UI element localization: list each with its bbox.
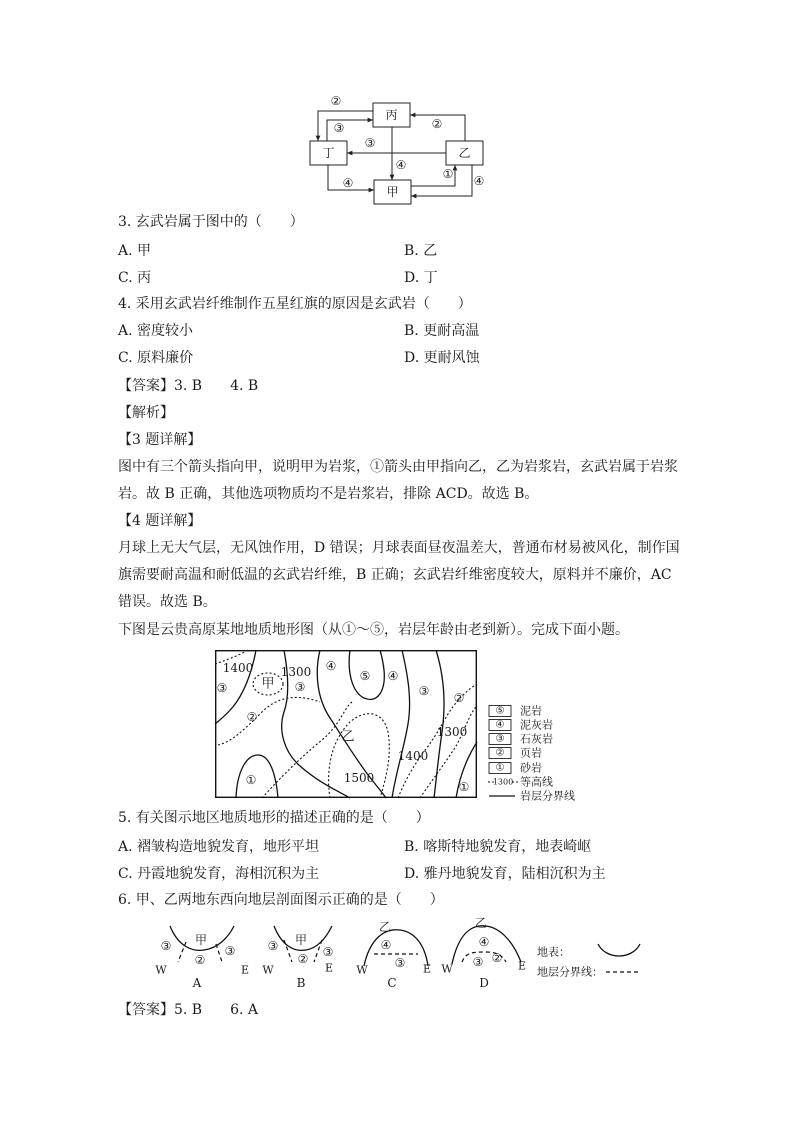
q5-option-a: A. 褶皱构造地貌发育，地形平坦 xyxy=(118,839,320,855)
layer-label: ③ xyxy=(294,680,306,694)
cross-section-figure xyxy=(150,915,650,995)
layer-label: ② xyxy=(246,710,258,724)
legend-name: 页岩 xyxy=(520,746,542,760)
rock-cycle-diagram xyxy=(300,92,500,212)
layer-label: ⑤ xyxy=(359,669,371,683)
legend-symbol: ⑤ xyxy=(495,705,505,717)
contour-label: 1400 xyxy=(397,749,429,763)
contour-label: 1500 xyxy=(343,771,375,785)
section-d-label: 乙 xyxy=(474,916,488,930)
section-c-letter: C xyxy=(387,976,397,990)
detail-4-line: 旗需要耐高温和耐低温的玄武岩纤维，B 正确；玄武岩纤维密度较大，原料并不廉价，AC xyxy=(118,567,672,583)
legend-boundary-name: 岩层分界线 xyxy=(520,789,575,803)
geologic-map xyxy=(215,650,477,798)
section-b-east: E xyxy=(324,961,334,975)
legend-contour-name: 等高线 xyxy=(520,775,553,789)
section-d-letter: D xyxy=(479,976,489,990)
node-label-yi: 乙 xyxy=(458,146,471,160)
q3-option-c: C. 丙 xyxy=(118,270,152,286)
q4-stem: 4. 采用玄武岩纤维制作五星红旗的原因是玄武岩（ ） xyxy=(118,296,472,312)
section-c-label: ④ xyxy=(380,938,392,952)
q3-option-d: D. 丁 xyxy=(404,270,438,286)
boundary-line-a xyxy=(216,944,222,962)
layer-label: ① xyxy=(458,780,470,794)
detail-3-line: 图中有三个箭头指向甲，说明甲为岩浆，①箭头由甲指向乙，乙为岩浆岩，玄武岩属于岩浆 xyxy=(118,459,678,475)
analysis-heading: 【解析】 xyxy=(118,405,174,421)
section-d-label: ④ xyxy=(478,935,490,949)
section-c-label: ③ xyxy=(394,956,406,970)
node-label-jia: 甲 xyxy=(386,185,399,199)
contour-label: 1300 xyxy=(436,725,468,739)
q5-option-c: C. 丹霞地貌发育，海相沉积为主 xyxy=(118,866,320,882)
section-a-letter: A xyxy=(192,976,202,990)
boundary-line-b xyxy=(314,940,322,962)
legend-name: 泥岩 xyxy=(520,704,542,718)
section-legend-surface-line xyxy=(598,944,640,956)
legend-name: 砂岩 xyxy=(520,761,542,775)
section-a-label: 甲 xyxy=(194,933,208,947)
node-label-bing: 丙 xyxy=(385,108,398,122)
legend-symbol: ① xyxy=(495,762,505,774)
contour-label: 1400 xyxy=(222,661,254,675)
place-label-yi: 乙 xyxy=(341,729,355,745)
q4-option-c: C. 原料廉价 xyxy=(118,350,194,366)
q4-option-a: A. 密度较小 xyxy=(118,323,194,339)
contour-line xyxy=(329,714,390,798)
detail-4-line: 错误。故选 B。 xyxy=(118,594,217,610)
section-a-east: E xyxy=(240,963,250,977)
arrow-label: ① xyxy=(442,167,454,181)
layer-label: ② xyxy=(453,691,465,705)
node-label-ding: 丁 xyxy=(322,146,335,160)
section-a-label: ③ xyxy=(224,944,236,958)
section-legend-surface: 地表： xyxy=(537,945,570,959)
q3-stem: 3. 玄武岩属于图中的（ ） xyxy=(118,214,304,230)
legend-symbol: ④ xyxy=(495,719,505,731)
answer-5-6: 【答案】5. B 6. A xyxy=(118,1002,259,1018)
boundary-line-a xyxy=(178,942,186,962)
section-d-label: ③ xyxy=(472,955,484,969)
q4-option-d: D. 更耐风蚀 xyxy=(404,350,480,366)
section-b-letter: B xyxy=(296,976,306,990)
q6-stem: 6. 甲、乙两地东西向地层剖面图示正确的是（ ） xyxy=(118,892,444,908)
detail-3-heading: 【3 题详解】 xyxy=(118,432,202,448)
place-label-jia: 甲 xyxy=(261,676,275,692)
section-b-west: W xyxy=(262,963,274,977)
arrow-label: ③ xyxy=(364,136,376,150)
legend-contour-sample: 1300 xyxy=(492,777,514,787)
section-b-label: ③ xyxy=(267,939,279,953)
arrow-label: ④ xyxy=(473,174,485,188)
q5-option-b: B. 喀斯特地貌发育，地表崎岖 xyxy=(404,839,592,855)
arrow-label: ② xyxy=(330,94,342,108)
arrow-label: ④ xyxy=(342,176,354,190)
detail-4-line: 月球上无大气层，无风蚀作用，D 错误；月球表面昼夜温差大，普通布材易被风化，制作国 xyxy=(118,540,680,556)
section-b-label: ② xyxy=(297,952,309,966)
intro-5-6: 下图是云贵高原某地地质地形图（从①～⑤，岩层年龄由老到新）。完成下面小题。 xyxy=(118,622,629,638)
section-c-east: E xyxy=(422,962,432,976)
q3-option-a: A. 甲 xyxy=(118,243,152,259)
detail-3-line: 岩。故 B 正确，其他选项物质均不是岩浆岩，排除 ACD。故选 B。 xyxy=(118,486,539,502)
layer-label: ③ xyxy=(418,684,430,698)
layer-label: ④ xyxy=(325,659,337,673)
section-d-label: ② xyxy=(491,951,503,965)
section-c-west: W xyxy=(356,963,368,977)
legend-name: 泥灰岩 xyxy=(520,718,553,732)
answer-3-4: 【答案】3. B 4. B xyxy=(118,378,259,394)
section-b-label: ③ xyxy=(322,945,334,959)
layer-label: ③ xyxy=(216,681,228,695)
section-b-label: 甲 xyxy=(294,933,308,947)
layer-label: ① xyxy=(245,773,257,787)
layer-label: ④ xyxy=(387,669,399,683)
section-a-label: ② xyxy=(194,953,206,967)
section-legend-boundary: 地层分界线： xyxy=(537,965,603,979)
section-c-label: 乙 xyxy=(378,920,392,934)
map-legend xyxy=(485,700,585,802)
section-d-west: W xyxy=(441,962,453,976)
legend-symbol: ③ xyxy=(495,733,505,745)
contour-label: 1300 xyxy=(280,665,312,679)
arrow-label: ④ xyxy=(395,158,407,172)
legend-name: 石灰岩 xyxy=(520,732,553,746)
arrow-label: ③ xyxy=(333,121,345,135)
arrow-yi-to-jia xyxy=(411,165,472,196)
q3-option-b: B. 乙 xyxy=(404,243,438,259)
section-a-label: ③ xyxy=(160,939,172,953)
section-a-west: W xyxy=(155,963,167,977)
section-d-east: E xyxy=(517,959,527,973)
q4-option-b: B. 更耐高温 xyxy=(404,323,480,339)
q5-stem: 5. 有关图示地区地质地形的描述正确的是（ ） xyxy=(118,810,430,826)
contour-line xyxy=(218,697,320,745)
detail-4-heading: 【4 题详解】 xyxy=(118,513,202,529)
arrow-label: ② xyxy=(431,117,443,131)
q5-option-d: D. 雅丹地貌发育，陆相沉积为主 xyxy=(404,866,606,882)
layer-boundary xyxy=(236,755,278,798)
legend-symbol: ② xyxy=(495,747,505,759)
boundary-line-b xyxy=(284,940,292,962)
